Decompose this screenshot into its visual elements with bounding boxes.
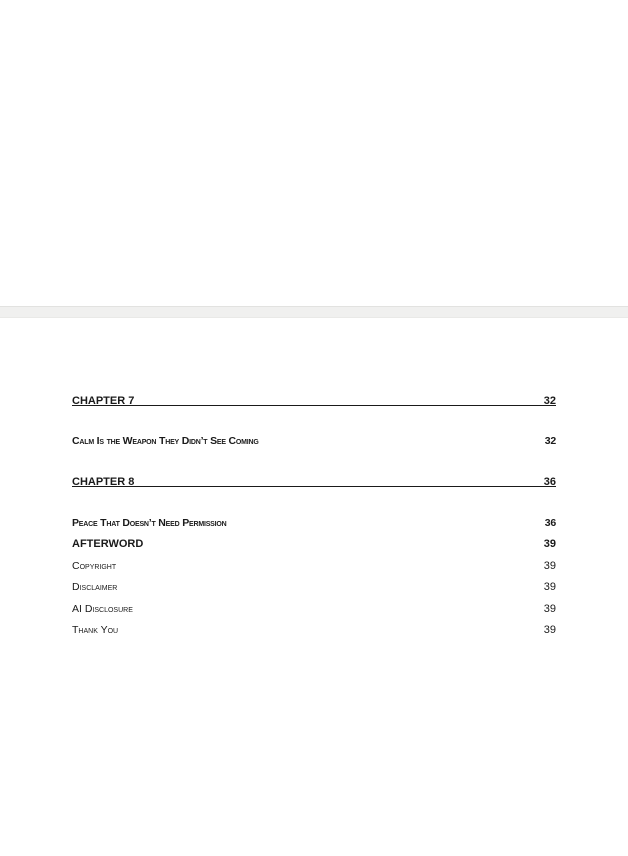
toc-entry-page-number: 36	[543, 476, 556, 488]
toc-entry-thank-you[interactable]	[72, 622, 556, 638]
toc-entry-chapter-7[interactable]	[72, 393, 556, 409]
previous-page-area	[0, 0, 628, 306]
page-separator	[0, 306, 628, 318]
toc-entry-title: Peace That Doesn’t Need Permission	[72, 517, 227, 529]
toc-leader-line	[72, 405, 556, 406]
toc-entry-page-number: 39	[543, 581, 556, 593]
toc-entry-title: CHAPTER 7	[72, 395, 135, 407]
toc-entry-page-number: 39	[543, 603, 556, 615]
toc-entry-copyright[interactable]	[72, 558, 556, 574]
toc-entry-page-number: 39	[543, 560, 556, 572]
toc-entry-ai-disclosure[interactable]	[72, 601, 556, 617]
toc-entry-page-number: 32	[543, 395, 556, 407]
toc-entry-title: Disclaimer	[72, 581, 118, 593]
toc-entry-page-number: 36	[544, 517, 556, 529]
toc-entry-title: Calm Is the Weapon They Didn’t See Coming	[72, 435, 259, 447]
toc-entry-title: AFTERWORD	[72, 538, 144, 550]
toc-page	[0, 318, 628, 856]
toc-entry-afterword[interactable]	[72, 536, 556, 552]
toc-entry-title: CHAPTER 8	[72, 476, 135, 488]
toc-entry-chapter-8[interactable]	[72, 474, 556, 490]
toc-entry-page-number: 39	[543, 624, 556, 636]
toc-entry-page-number: 32	[544, 435, 556, 447]
toc-entry-peace[interactable]	[72, 515, 556, 531]
toc-entry-calm-is-the-weapon[interactable]	[72, 433, 556, 449]
toc-entry-title: AI Disclosure	[72, 603, 133, 615]
toc-leader-line	[72, 486, 556, 487]
toc-entry-title: Thank You	[72, 624, 119, 636]
toc-entry-disclaimer[interactable]	[72, 579, 556, 595]
toc-entry-page-number: 39	[543, 538, 556, 550]
toc-entry-title: Copyright	[72, 560, 117, 572]
